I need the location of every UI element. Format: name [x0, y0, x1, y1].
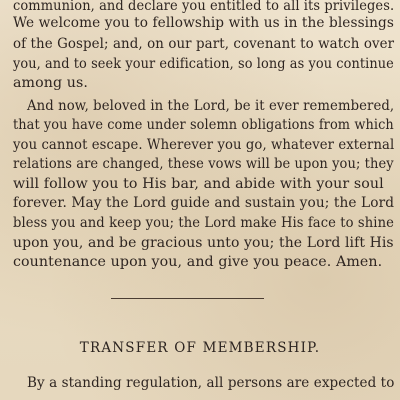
text-line: you, and to seek your edification, so long as you continue: [13, 56, 394, 72]
section-heading: TRANSFER OF MEMBERSHIP.: [79, 340, 321, 356]
text-line: among us.: [13, 75, 89, 91]
text-line: And now, beloved in the Lord, be it ever remembered,: [27, 98, 395, 114]
text-line: We welcome you to fellowship with us in the blessings: [13, 15, 394, 31]
text-line: By a standing regulation, all persons are expected to: [27, 375, 395, 391]
text-line: that you have come under solemn obligations from which: [13, 117, 394, 133]
text-line: communion, and declare you entitled to all its privileges.: [13, 0, 395, 14]
text-line: upon you, and be gracious unto you; the Lord lift His: [13, 235, 394, 251]
text-line: forever. May the Lord guide and sustain you; the Lord: [13, 195, 395, 211]
text-line: will follow you to His bar, and abide with your soul: [13, 176, 384, 192]
text-line: relations are changed, these vows will be upon you; they: [13, 156, 394, 172]
text-line: countenance upon you, and give you peace. Amen.: [13, 254, 383, 270]
text-line: bless you and keep you; the Lord make His face to shine: [13, 215, 394, 231]
text-line: you cannot escape. Wherever you go, whatever external: [13, 137, 395, 153]
section-divider: [111, 298, 264, 299]
text-line: of the Gospel; and, on our part, covenant to watch over: [13, 36, 395, 52]
